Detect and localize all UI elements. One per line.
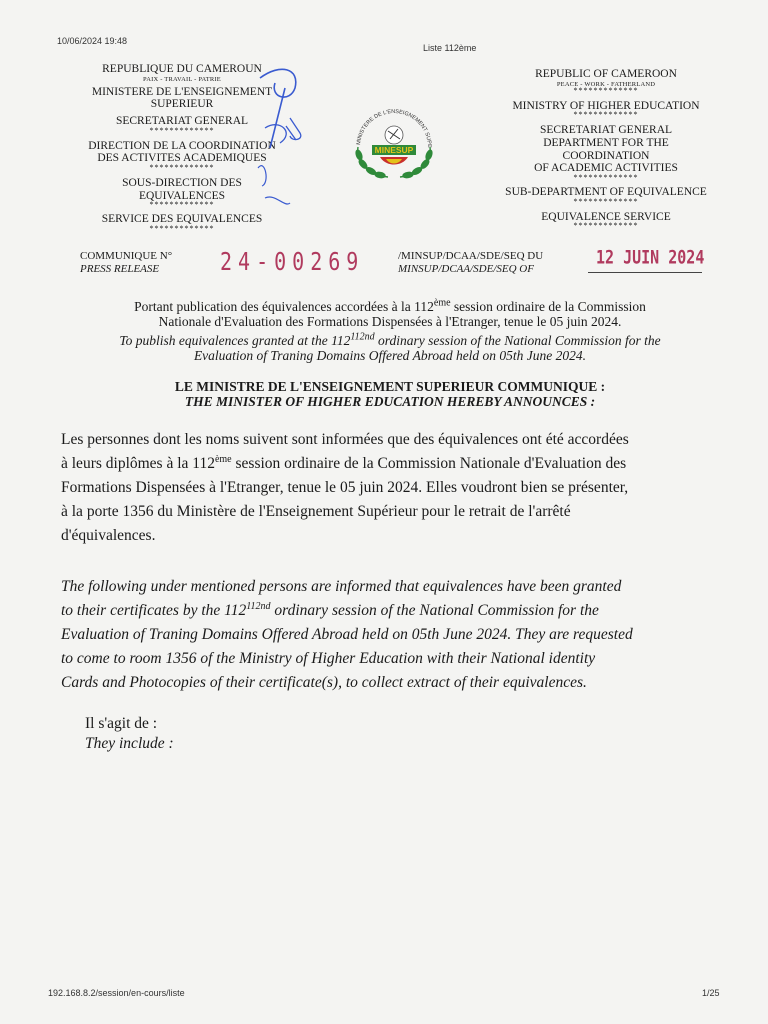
body-fr-sup: ème — [214, 453, 232, 465]
announcement-en: THE MINISTER OF HIGHER EDUCATION HEREBY ANNOUNCES : — [184, 394, 596, 409]
body-en-line3: Evaluation of Traning Domains Offered Abroad held on 05th June 2024. They are requested — [61, 626, 633, 643]
subject-fr-text: Portant publication des équivalences accordées à la 112 — [134, 299, 434, 314]
divider-dots: ************* — [149, 162, 215, 172]
ministry-fr-line1: MINISTERE DE L'ENSEIGNEMENT — [91, 85, 273, 98]
announcement — [40, 379, 740, 409]
subject-en-text: To publish equivalences granted at the 112 — [119, 333, 351, 348]
subject-en — [40, 333, 740, 363]
subdepartment-en: SUB-DEPARTMENT OF EQUIVALENCE — [505, 185, 707, 198]
list-intro — [85, 714, 174, 754]
department-en-line2: COORDINATION — [562, 149, 650, 162]
subject-fr — [40, 299, 740, 329]
reference-labels — [80, 250, 172, 276]
secretariat-fr: SECRETARIAT GENERAL — [115, 115, 249, 128]
subdirection-fr-line1: SOUS-DIRECTION DES — [122, 176, 242, 189]
print-url: 192.168.8.2/session/en-cours/liste — [48, 988, 185, 998]
service-en: EQUIVALENCE SERVICE — [541, 210, 671, 223]
announcement-fr: LE MINISTRE DE L'ENSEIGNEMENT SUPERIEUR COMMUNIQUE : — [174, 379, 606, 394]
subject-fr-sup: ème — [433, 297, 451, 309]
divider-dots: ************* — [573, 85, 639, 95]
motto-fr: PAIX - TRAVAIL - PATRIE — [143, 75, 221, 83]
divider-dots: ************* — [149, 223, 215, 233]
divider-dots: ************* — [573, 221, 639, 231]
subject-en-sup: 112nd — [350, 331, 375, 343]
body-fr-line5: d'équivalences. — [61, 527, 156, 544]
print-page-number: 1/25 — [702, 988, 720, 998]
secretariat-en: SECRETARIAT GENERAL — [539, 124, 673, 137]
body-fr-line2a: à leurs diplômes à la 112 — [61, 455, 215, 472]
logo-name: MINESUP — [374, 145, 414, 155]
press-release-label: PRESS RELEASE — [80, 263, 160, 275]
communique-number-stamp: 24-00269 — [220, 246, 365, 276]
divider-dots: ************* — [573, 196, 639, 206]
subject-fr-line2: Nationale d'Evaluation des Formations Dispensées à l'Etranger, tenue le 05 juin 2024. — [158, 314, 622, 329]
divider-dots: ************* — [573, 110, 639, 120]
body-fr-line2b: session ordinaire de la Commission Nationale d'Evaluation des — [231, 455, 627, 472]
divider-dots: ************* — [149, 125, 215, 135]
date-underline — [588, 272, 702, 273]
direction-fr-line2: DES ACTIVITES ACADEMIQUES — [97, 152, 267, 165]
ministry-fr-line2: SUPERIEUR — [150, 98, 214, 111]
body-en-line4: to come to room 1356 of the Ministry of Higher Education with their National identity — [61, 650, 596, 667]
direction-fr-line1: DIRECTION DE LA COORDINATION — [88, 139, 276, 152]
right-header — [500, 68, 712, 229]
department-en-line3: OF ACADEMIC ACTIVITIES — [534, 162, 678, 175]
body-fr-line3: Formations Dispensées à l'Etranger, tenue le 05 juin 2024. Elles voudront bien se présenter, — [61, 479, 629, 496]
body-fr — [61, 428, 716, 548]
service-fr: SERVICE DES EQUIVALENCES — [101, 213, 263, 226]
list-intro-fr: Il s'agit de : — [85, 715, 158, 732]
minesup-logo — [346, 103, 442, 183]
print-timestamp: 10/06/2024 19:48 — [57, 36, 128, 46]
country-en: REPUBLIC OF CAMEROON — [535, 68, 677, 80]
ministry-en: MINISTRY OF HIGHER EDUCATION — [512, 99, 700, 112]
subject-fr-text-2: session ordinaire de la Commission — [450, 299, 646, 314]
department-en-line1: DEPARTMENT FOR THE — [543, 137, 669, 150]
reference-suffix-en: MINSUP/DCAA/SDE/SEQ OF — [398, 263, 534, 275]
date-stamp: 12 JUIN 2024 — [596, 246, 705, 269]
reference-suffix — [398, 250, 543, 276]
body-fr-line1: Les personnes dont les noms suivent sont informées que des équivalences ont été accordées — [61, 431, 629, 448]
body-en-line1: The following under mentioned persons are informed that equivalences have been granted — [61, 578, 622, 595]
subdirection-fr-line2: EQUIVALENCES — [138, 189, 226, 202]
motto-en: PEACE - WORK - FATHERLAND — [556, 80, 656, 88]
country-fr: REPUBLIQUE DU CAMEROUN — [102, 63, 262, 75]
print-page-title: Liste 112ème — [423, 43, 477, 53]
body-en-line2a: to their certificates by the 112 — [61, 602, 247, 619]
signature-initials — [240, 58, 320, 218]
body-en-line5: Cards and Photocopies of their certificate(s), to collect extract of their equivalences. — [61, 674, 587, 691]
divider-dots: ************* — [573, 172, 639, 182]
communique-label: COMMUNIQUE N° — [80, 250, 173, 262]
body-en-sup: 112nd — [246, 600, 271, 612]
subject-en-text-2: ordinary session of the National Commission for the — [374, 333, 661, 348]
reference-suffix-fr: /MINSUP/DCAA/SDE/SEQ DU — [398, 250, 544, 262]
body-fr-line4: à la porte 1356 du Ministère de l'Enseignement Supérieur pour le retrait de l'arrêté — [61, 503, 571, 520]
body-en-line2b: ordinary session of the National Commission for the — [270, 602, 599, 619]
logo-arc-text: MINISTERE DE L'ENSEIGNEMENT SUPE — [356, 108, 433, 148]
body-en — [61, 575, 716, 695]
divider-dots: ************* — [149, 200, 215, 210]
subject-en-line2: Evaluation of Traning Domains Offered Abroad held on 05th June 2024. — [193, 348, 587, 363]
list-intro-en: They include : — [85, 735, 174, 752]
